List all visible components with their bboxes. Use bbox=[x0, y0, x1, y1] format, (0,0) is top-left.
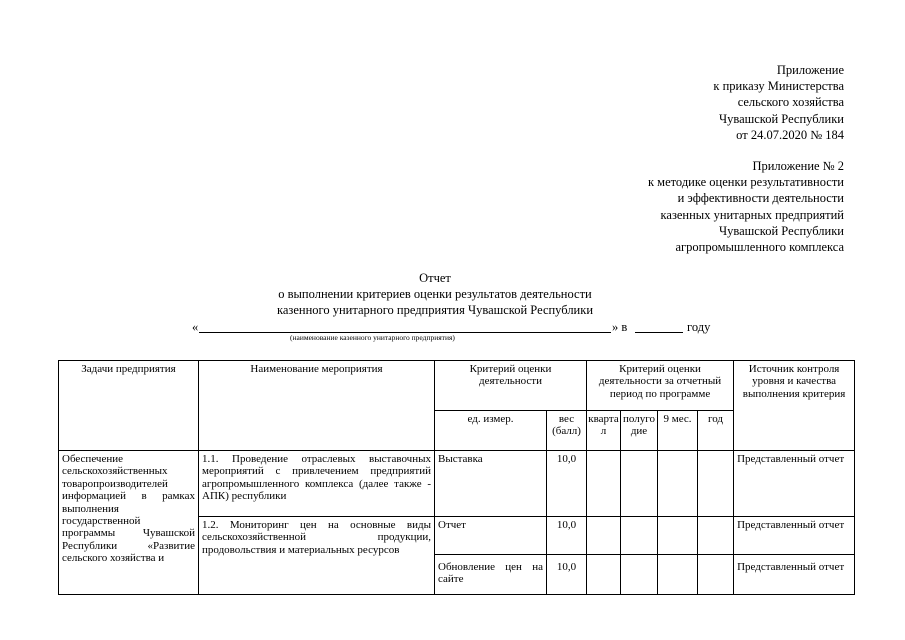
nine-months-cell bbox=[658, 517, 698, 555]
source-cell: Представленный отчет bbox=[734, 555, 855, 595]
unit-cell: Отчет bbox=[435, 517, 547, 555]
report-title-block bbox=[150, 270, 720, 335]
header-weight: вес (балл) bbox=[547, 411, 587, 451]
appendix-header-1 bbox=[713, 62, 844, 143]
appendix-header-2 bbox=[648, 158, 844, 255]
appendix-line: и эффективности деятельности bbox=[677, 191, 844, 206]
weight-cell: 10,0 bbox=[547, 555, 587, 595]
enterprise-name-caption: (наименование казенного унитарного предприятия) bbox=[290, 333, 455, 342]
appendix-line: к методике оценки результативности bbox=[647, 175, 844, 190]
report-subtitle-2: казенного унитарного предприятия Чувашской Республики bbox=[276, 303, 594, 318]
appendix-line: Чувашской Республики bbox=[718, 223, 844, 238]
appendix-line: Чувашской Республики bbox=[718, 111, 844, 126]
year-blank bbox=[635, 319, 683, 333]
halfyear-cell bbox=[621, 555, 658, 595]
appendix-line: агропромышленного комплекса bbox=[675, 240, 844, 255]
weight-cell: 10,0 bbox=[547, 451, 587, 517]
year-cell bbox=[698, 555, 734, 595]
appendix-line: казенных унитарных предприятий bbox=[660, 207, 844, 222]
criteria-table bbox=[58, 360, 855, 595]
nine-months-cell bbox=[658, 555, 698, 595]
appendix-line: от 24.07.2020 № 184 bbox=[736, 127, 844, 142]
source-cell: Представленный отчет bbox=[734, 451, 855, 517]
header-source: Источник контроля уровня и качества выполнения критерия bbox=[734, 361, 855, 451]
task-cell: Обеспечение сельскохозяйственных товаропроизводителей информацией в рамках выполнения государственной программы Чувашской Республики «Развитие сельского хозяйства и bbox=[59, 451, 199, 595]
year-word: году bbox=[687, 319, 711, 334]
halfyear-cell bbox=[621, 517, 658, 555]
report-subtitle-1: о выполнении критериев оценки результатов деятельности bbox=[278, 287, 592, 302]
report-title: Отчет bbox=[419, 271, 451, 285]
quarter-cell bbox=[587, 517, 621, 555]
header-activity: Наименование мероприятия bbox=[199, 361, 435, 451]
unit-cell: Выставка bbox=[435, 451, 547, 517]
activity-cell: 1.1. Проведение отраслевых выставочных мероприятий с привлечением предприятий агропромышленного комплекса (далее также - АПК) республики bbox=[199, 451, 435, 517]
source-cell: Представленный отчет bbox=[734, 517, 855, 555]
table-row bbox=[59, 451, 855, 517]
year-cell bbox=[698, 517, 734, 555]
appendix-line: Приложение № 2 bbox=[752, 159, 844, 173]
appendix-line: к приказу Министерства bbox=[713, 79, 844, 94]
header-criterion: Критерий оценки деятельности bbox=[435, 361, 587, 411]
quarter-cell bbox=[587, 555, 621, 595]
header-tasks: Задачи предприятия bbox=[59, 361, 199, 451]
appendix-line: сельского хозяйства bbox=[737, 95, 844, 110]
halfyear-cell bbox=[621, 451, 658, 517]
header-halfyear: полугодие bbox=[621, 411, 658, 451]
quote-close: » в bbox=[612, 319, 628, 334]
unit-cell: Обновление цен на сайте bbox=[435, 555, 547, 595]
quarter-cell bbox=[587, 451, 621, 517]
header-unit: ед. измер. bbox=[435, 411, 547, 451]
weight-cell: 10,0 bbox=[547, 517, 587, 555]
nine-months-cell bbox=[658, 451, 698, 517]
appendix-line: Приложение bbox=[776, 63, 844, 77]
header-year: год bbox=[698, 411, 734, 451]
header-quarter: квартал bbox=[587, 411, 621, 451]
header-nine-months: 9 мес. bbox=[658, 411, 698, 451]
activity-cell: 1.2. Мониторинг цен на основные виды сельскохозяйственной продукции, продовольствия и материальных ресурсов bbox=[199, 517, 435, 595]
header-criterion-period: Критерий оценки деятельности за отчетный период по программе bbox=[587, 361, 734, 411]
quote-open: « bbox=[192, 319, 199, 334]
year-cell bbox=[698, 451, 734, 517]
enterprise-name-blank bbox=[199, 319, 611, 333]
